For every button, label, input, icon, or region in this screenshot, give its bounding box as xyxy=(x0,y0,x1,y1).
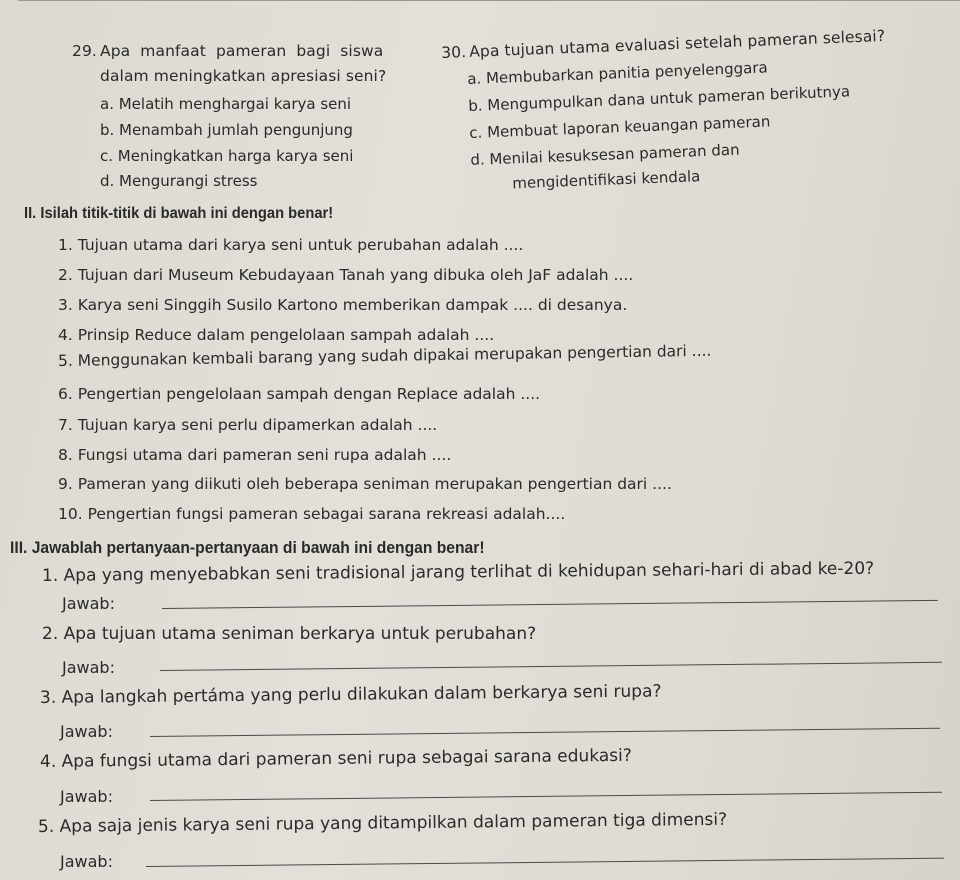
q29-option-a: a. Melatih menghargai karya seni xyxy=(100,95,352,113)
essay-answer-line-4[interactable] xyxy=(150,792,942,801)
q30-option-d: d. Menilai kesuksesan pameran dan xyxy=(470,140,740,169)
essay-question-5: 5. Apa saja jenis karya seni rupa yang ditampilkan dalam pameran tiga dimensi? xyxy=(37,809,728,837)
essay-answer-label-4: Jawab: xyxy=(60,787,113,806)
essay-answer-line-2[interactable] xyxy=(160,662,942,671)
section-iii-heading: III. Jawablah pertanyaan-pertanyaan di bawah ini dengan benar! xyxy=(10,538,485,557)
essay-question-1: 1. Apa yang menyebabkan seni tradisional jarang terlihat di kehidupan sehari-hari di abad ke-20? xyxy=(41,558,875,586)
essay-answer-line-3[interactable] xyxy=(150,728,940,737)
q30-option-d-continued: mengidentifikasi kendala xyxy=(511,167,701,193)
q30-block xyxy=(440,2,926,193)
q29-question-line1: Apa manfaat pameran bagi siswa xyxy=(100,42,384,60)
section-ii-item-4: 4. Prinsip Reduce dalam pengelolaan sampah adalah .... xyxy=(58,326,495,344)
section-ii-item-1: 1. Tujuan utama dari karya seni untuk perubahan adalah .... xyxy=(58,236,524,254)
essay-answer-label-5: Jawab: xyxy=(60,852,113,871)
essay-answer-label-2: Jawab: xyxy=(62,658,115,677)
section-ii-item-6: 6. Pengertian pengelolaan sampah dengan Replace adalah .... xyxy=(58,385,541,403)
essay-answer-label-1: Jawab: xyxy=(62,594,115,613)
section-ii-item-7: 7. Tujuan karya seni perlu dipamerkan adalah .... xyxy=(58,416,438,434)
top-border-line xyxy=(18,0,960,1)
q30-option-b: b. Mengumpulkan dana untuk pameran berikutnya xyxy=(467,82,851,115)
section-ii-heading: II. Isilah titik-titik di bawah ini dengan benar! xyxy=(24,205,334,222)
essay-answer-line-1[interactable] xyxy=(162,600,938,609)
q29-option-b: b. Menambah jumlah pengunjung xyxy=(100,121,353,139)
q30-option-a: a. Membubarkan panitia penyelenggara xyxy=(466,58,768,88)
essay-answer-label-3: Jawab: xyxy=(60,722,113,741)
section-ii-item-5: 5. Menggunakan kembali barang yang sudah dipakai merupakan pengertian dari .... xyxy=(57,341,712,370)
section-ii-item-2: 2. Tujuan dari Museum Kebudayaan Tanah yang dibuka oleh JaF adalah .... xyxy=(58,266,634,284)
q29-question-line2: dalam meningkatkan apresiasi seni? xyxy=(100,67,387,85)
section-ii-item-10: 10. Pengertian fungsi pameran sebagai sarana rekreasi adalah.... xyxy=(58,505,566,523)
section-ii-item-3: 3. Karya seni Singgih Susilo Kartono memberikan dampak .... di desanya. xyxy=(58,296,628,314)
q29-number: 29. xyxy=(72,42,97,60)
essay-question-2: 2. Apa tujuan utama seniman berkarya untuk perubahan? xyxy=(42,624,537,644)
section-ii-item-9: 9. Pameran yang diikuti oleh beberapa seniman merupakan pengertian dari .... xyxy=(58,475,672,493)
essay-question-3: 3. Apa langkah pertáma yang perlu dilakukan dalam berkarya seni rupa? xyxy=(39,681,662,708)
q29-option-c: c. Meningkatkan harga karya seni xyxy=(100,147,354,165)
essay-question-4: 4. Apa fungsi utama dari pameran seni rupa sebagai sarana edukasi? xyxy=(39,745,632,772)
section-ii-item-8: 8. Fungsi utama dari pameran seni rupa adalah .... xyxy=(58,446,452,464)
q30-number: 30. xyxy=(440,43,467,62)
q30-option-c: c. Membuat laporan keuangan pameran xyxy=(469,112,771,142)
q30-question: Apa tujuan utama evaluasi setelah pameran selesai? xyxy=(468,26,886,61)
essay-answer-line-5[interactable] xyxy=(146,858,944,867)
q29-option-d: d. Mengurangi stress xyxy=(100,172,258,190)
